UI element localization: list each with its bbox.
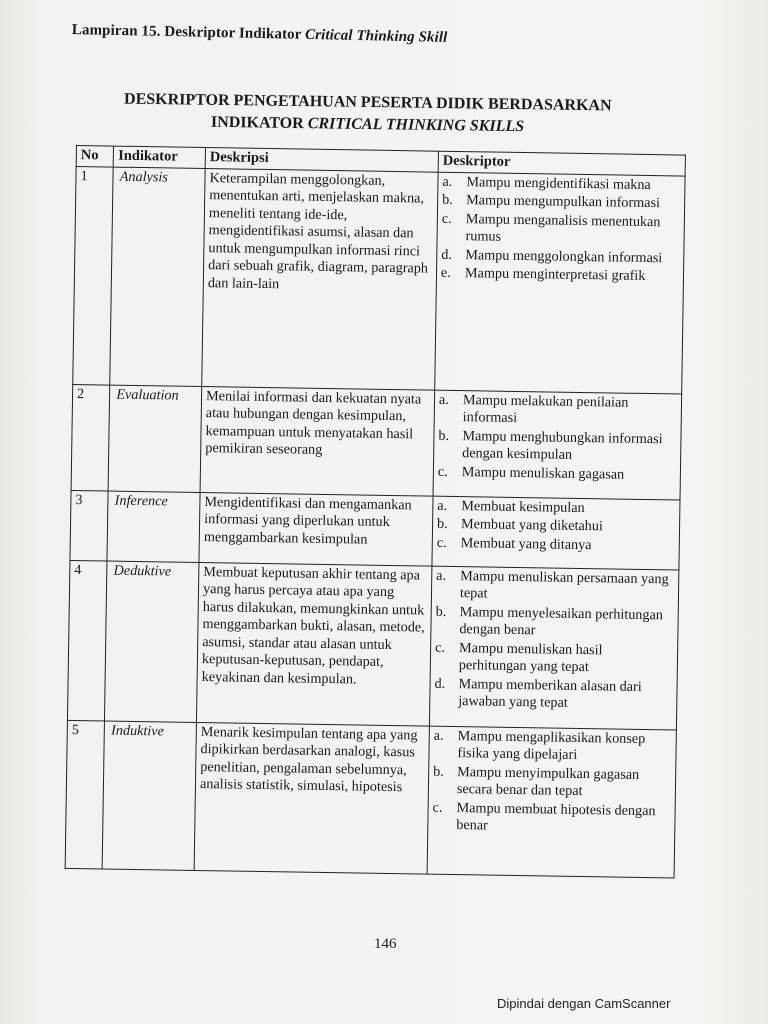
descriptor-list	[434, 567, 674, 714]
row-no: 2	[71, 384, 110, 491]
descriptor-item	[441, 210, 680, 249]
row-deskripsi: Membuat keputusan akhir tentang apa yang harus percaya atau apa yang harus dilakukan, memungkinkan untuk menggambarkan bukti, alasan, metode, asumsi, standar atau alasan untuk keputusan-keputusan, pendapat, keyakinan dan kesimpulan.	[196, 562, 431, 726]
header-no: No	[76, 146, 114, 167]
descriptor-list	[438, 391, 677, 484]
item-text: Mampu mengumpulkan informasi	[466, 192, 661, 212]
descriptor-item	[435, 603, 674, 642]
descriptor-item	[433, 727, 672, 766]
item-text: Mampu menghubungkan informasi dengan kesimpulan	[462, 427, 663, 463]
row-no: 5	[65, 720, 105, 869]
descriptor-item	[437, 497, 675, 518]
title-line-1: DESKRIPTOR PENGETAHUAN PESERTA DIDIK BERDASARKAN	[123, 90, 612, 115]
table-row	[73, 166, 685, 394]
row-deskriptor	[435, 172, 685, 394]
row-indikator: Deduktive	[105, 561, 199, 722]
header-deskriptor: Deskriptor	[438, 151, 685, 175]
descriptor-item	[432, 799, 671, 838]
item-text: Mampu menuliskan hasil perhitungan yang tepat	[458, 639, 603, 676]
item-letter: c.	[434, 639, 446, 656]
item-letter: a.	[433, 727, 444, 744]
caption-italic: Critical Thinking Skill	[304, 26, 448, 46]
item-letter: a.	[442, 173, 453, 190]
item-text: Mampu menuliskan gagasan	[461, 463, 625, 483]
item-letter: b.	[436, 515, 448, 532]
item-letter: c.	[437, 463, 448, 480]
descriptor-item	[442, 192, 680, 213]
row-indikator: Evaluation	[108, 385, 201, 492]
item-text: Mampu membuat hipotesis dengan benar	[456, 799, 656, 834]
table-row	[70, 490, 680, 570]
item-letter: a.	[438, 391, 449, 408]
title-line-2-prefix: INDIKATOR	[210, 113, 304, 133]
table-row	[67, 560, 678, 730]
item-letter: b.	[442, 191, 453, 208]
row-no: 4	[67, 560, 107, 721]
descriptor-item	[436, 567, 675, 606]
item-letter: d.	[441, 246, 453, 263]
row-deskripsi: Menarik kesimpulan tentang apa yang dipikirkan berdasarkan analogi, kasus penelitian, pengalaman sebelumnya, analisis statistik, simulasi, hipotesis	[194, 722, 429, 874]
descriptor-item	[438, 427, 677, 466]
table-row	[71, 384, 682, 500]
document-title	[87, 88, 648, 140]
appendix-caption	[72, 22, 448, 47]
descriptor-table-wrapper	[65, 145, 686, 878]
item-letter: c.	[432, 799, 443, 816]
item-text: Mampu menganalisis menentukan rumus	[465, 210, 661, 245]
caption-prefix: Lampiran 15. Deskriptor Indikator	[71, 22, 302, 43]
item-text: Membuat yang diketahui	[460, 516, 603, 535]
item-letter: a.	[437, 497, 448, 514]
row-deskriptor	[432, 496, 680, 570]
item-text: Mampu melakukan penilaian informasi	[462, 391, 629, 426]
scanner-watermark: Dipindai dengan CamScanner	[497, 996, 671, 1011]
item-text: Mampu mengidentifikasi makna	[466, 173, 651, 193]
row-indikator: Analysis	[110, 167, 205, 386]
item-text: Mampu menggolongkan informasi	[465, 246, 663, 266]
descriptor-item	[438, 463, 676, 484]
title-line-2-italic: CRITICAL THINKING SKILLS	[307, 115, 525, 136]
descriptor-list	[441, 173, 681, 286]
descriptor-list	[432, 727, 672, 838]
item-letter: b.	[438, 427, 450, 444]
item-letter: b.	[435, 603, 447, 620]
page-number: 146	[374, 936, 397, 952]
item-text: Mampu mengaplikasikan konsep fisika yang dipelajari	[457, 727, 646, 763]
item-text: Mampu menuliskan persamaan yang tepat	[459, 567, 669, 602]
row-indikator: Inference	[107, 491, 200, 562]
row-deskriptor	[433, 390, 682, 500]
descriptor-item	[442, 173, 680, 194]
item-letter: d.	[434, 675, 446, 692]
item-text: Mampu menyelesaikan perhitungan dengan benar	[459, 603, 664, 639]
descriptor-item	[433, 763, 672, 802]
header-indikator: Indikator	[113, 146, 205, 168]
item-text: Membuat yang ditanya	[460, 534, 592, 553]
descriptor-item	[441, 246, 679, 267]
table-row	[65, 720, 676, 878]
item-text: Mampu menginterpretasi grafik	[464, 265, 646, 284]
item-letter: e.	[440, 264, 451, 281]
descriptor-item	[437, 534, 675, 555]
header-deskripsi: Deskripsi	[205, 148, 438, 172]
descriptor-item	[435, 639, 674, 678]
item-letter: c.	[441, 210, 452, 227]
descriptor-item	[439, 391, 678, 430]
item-letter: a.	[436, 567, 447, 584]
row-deskripsi: Keterampilan menggolongkan, menentukan arti, menjelaskan makna, meneliti tentang ide-ide, mengidentifikasi asumsi, alasan dan untuk mengumpulkan informasi rinci dari sebuah grafik, diagram, paragraph dan lain-lain	[202, 168, 438, 390]
row-deskripsi: Menilai informasi dan kekuatan nyata atau hubungan dengan kesimpulan, kemampuan untuk menyatakan hasil pemikiran seseorang	[200, 386, 435, 496]
row-deskriptor	[427, 726, 676, 878]
row-indikator: Induktive	[102, 721, 196, 870]
descriptor-table	[65, 145, 686, 878]
row-deskripsi: Mengidentifikasi dan mengamankan informasi yang diperlukan untuk menggambarkan kesimpulan	[199, 492, 433, 566]
item-letter: c.	[436, 534, 447, 551]
item-text: Membuat kesimpulan	[461, 497, 585, 516]
item-letter: b.	[433, 763, 444, 780]
descriptor-item	[434, 675, 673, 714]
item-text: Mampu menyimpulkan gagasan secara benar dan tepat	[456, 763, 640, 800]
item-text: Mampu memberikan alasan dari jawaban yang tepat	[458, 675, 642, 711]
row-deskriptor	[429, 566, 679, 730]
descriptor-item	[441, 265, 679, 286]
row-no: 1	[73, 166, 114, 385]
descriptor-list	[437, 497, 676, 555]
descriptor-item	[437, 516, 675, 537]
row-no: 3	[70, 490, 108, 561]
